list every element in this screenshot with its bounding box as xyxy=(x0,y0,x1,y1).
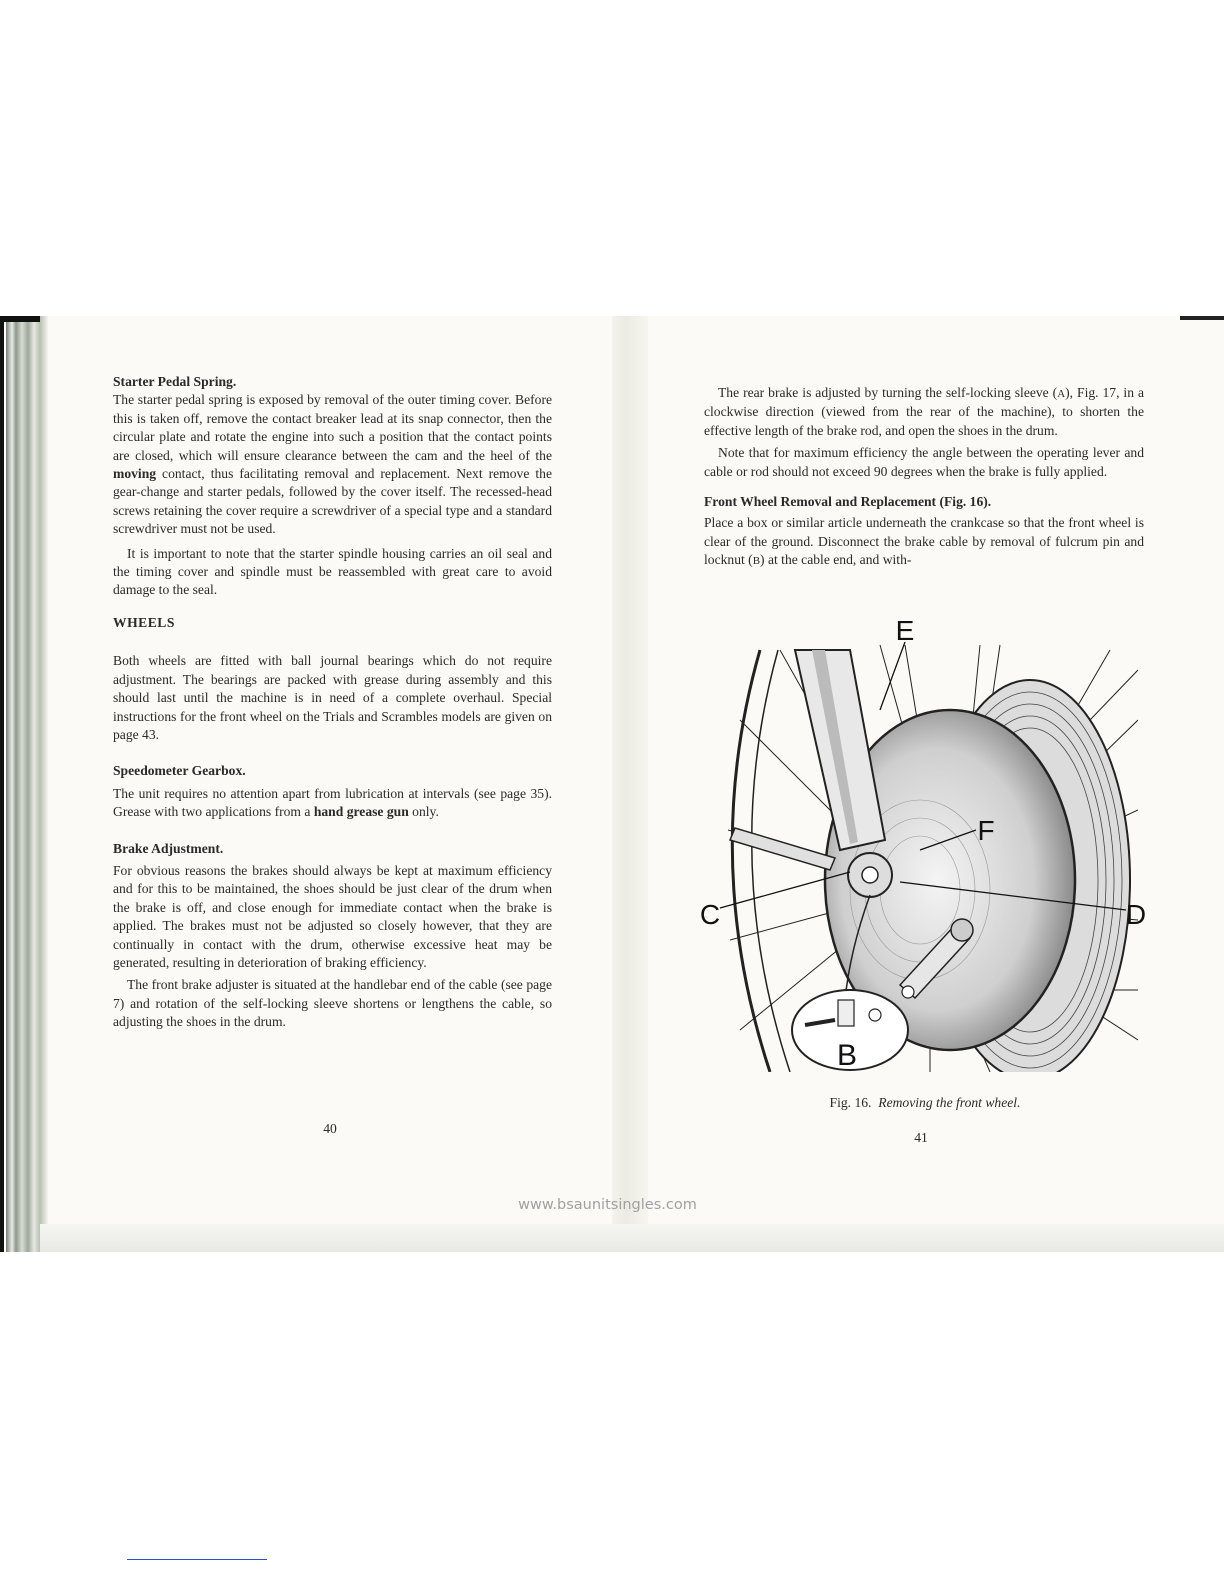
front-wheel-paragraph xyxy=(704,514,1144,570)
rear-p1-part-a: The rear brake is adjusted by turning the self-locking sleeve ( xyxy=(718,385,1058,400)
page-number-left: 40 xyxy=(323,1121,337,1136)
speedo-part-b: only. xyxy=(408,804,439,820)
efficiency-paragraph: Note that for maximum efficiency the angle between the operating lever and cable or rod should not exceed 90 degrees when the brake is fully applied. xyxy=(704,445,1144,479)
front-p-part-b: ) at the cable end, and with- xyxy=(760,552,912,568)
front-p-letter: B xyxy=(752,555,761,568)
starter-p1-part-a: The starter pedal spring is exposed by removal of the outer timing cover. Before this is taken off, remove the contact breaker lead at its snap connector, then the circular plate and rotate the engine into such a position that the contact points are closed, which will ensure clearance between the cam and the heel of the xyxy=(113,392,552,463)
starter-paragraph-2: It is important to note that the starter spindle housing carries an oil seal and the timing cover and spindle must be reassembled with great care to avoid damage to the seal. xyxy=(113,545,552,598)
brake-paragraph-2: The front brake adjuster is situated at the handlebar end of the cable (see page 7) and rotation of the self-locking sleeve shortens or lengthens the cable, so adjusting the shoes in the drum. xyxy=(113,977,552,1030)
label-c: C xyxy=(700,899,721,930)
wheels-paragraph: Both wheels are fitted with ball journal bearings which do not require adjustment. The bearings are packed with grease during assembly and this should last until the machine is in need of a complete overhaul. Special instructions for the front wheel on the Trials and Scrambles models are given on page 43. xyxy=(113,653,552,742)
book-spine-edge xyxy=(0,316,48,1252)
rear-brake-paragraph xyxy=(704,384,1144,440)
rear-p1-letter: A xyxy=(1057,388,1066,400)
website-watermark: www.bsaunitsingles.com xyxy=(518,1197,697,1213)
front-wheel-heading: Front Wheel Removal and Replacement (Fig. 16). xyxy=(704,494,992,510)
starter-heading: Starter Pedal Spring. xyxy=(113,374,237,389)
label-b: B xyxy=(836,1039,858,1072)
wheels-heading: WHEELS xyxy=(113,614,175,630)
caption-number: Fig. 16. xyxy=(829,1095,872,1110)
spine-cap xyxy=(0,316,40,322)
speedo-bold: hand grease gun xyxy=(313,804,409,820)
speedometer-paragraph xyxy=(113,785,552,822)
rear-p1-part-b: ), Fig. 17, in a clockwise direction (viewed from the rear of the machine), to shorten the effective length of the brake rod, and open the shoes in the drum. xyxy=(704,385,1144,438)
rim-outer xyxy=(732,650,770,1072)
label-f: F xyxy=(977,815,995,846)
rim-inner xyxy=(752,650,790,1072)
caption-text: Removing the front wheel. xyxy=(878,1095,1021,1110)
speedo-part-a: The unit requires no attention apart from lubrication at intervals (see page 35). Grease with two applications from a xyxy=(113,785,552,820)
page-number-right: 41 xyxy=(914,1130,928,1145)
front-wheel-illustration xyxy=(700,610,1150,1085)
brake-heading: Brake Adjustment. xyxy=(113,840,224,856)
starter-p1-part-b: contact, thus facilitating removal and replacement. Next remove the gear-change and starter pedals, followed by the cover itself. The recessed-head screws retaining the cover require a screwdriver of a special type and a standard screwdriver must not be used. xyxy=(113,466,552,537)
speedometer-heading: Speedometer Gearbox. xyxy=(113,763,246,779)
mudguard-stay xyxy=(730,828,835,870)
front-p-part-a: Place a box or similar article underneath the crankcase so that the front wheel is clear of the ground. Disconnect the brake cable by removal of fulcrum pin and locknut ( xyxy=(704,515,1144,568)
right-page-text xyxy=(704,384,1144,571)
footer-rule xyxy=(127,1559,267,1560)
page-gutter xyxy=(612,316,648,1252)
left-page-text xyxy=(113,373,552,1032)
figure-caption xyxy=(700,1095,1150,1111)
brake-paragraph-1: For obvious reasons the brakes should always be kept at maximum efficiency and for this to be maintained, the shoes should be just clear of the drum when the brake is off, and close enough for immediate contact when the brake is applied. The brakes must not be adjusted so closely however, that they are continually in contact with the drum, otherwise excessive heat may be generated, resulting in deterioration of braking efficiency. xyxy=(113,862,552,970)
right-page-edge xyxy=(1180,316,1224,320)
label-e: E xyxy=(895,615,915,646)
starter-p1-bold: moving xyxy=(113,466,157,482)
starter-paragraph-1 xyxy=(113,391,552,538)
scan-bottom-shade xyxy=(40,1224,1224,1252)
label-d: D xyxy=(1125,899,1147,930)
